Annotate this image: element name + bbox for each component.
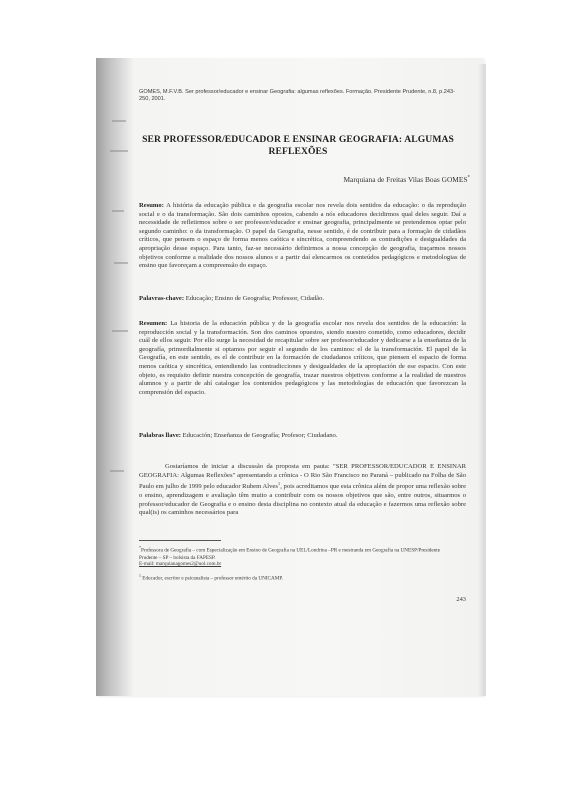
- palabras-llave-label: Palabras llave:: [139, 432, 181, 439]
- keywords-portuguese: [139, 295, 466, 304]
- keywords-spanish: [139, 432, 466, 441]
- resumen-label: Resumen:: [139, 320, 168, 327]
- footnote-text: Professora de Geografia – com Especialização em Ensino de Geografia na UEL/Londrina –PR e mestranda em Geografia na UNESP/Presidente Prudente – SP – bolsista da FAPESP.: [139, 547, 441, 561]
- citation-reference: GOMES, M.F.V.B. Ser professor/educador e ensinar Geografia: algumas reflexões. Formação. Presidente Prudente, n.8, p.243-250, 2001.: [139, 89, 455, 103]
- author-name: Marquiana de Freitas Vilas Boas GOMES: [343, 175, 468, 184]
- footnote-text: Educador, escritor e psicanalista – professor emérito da UNICAMP.: [142, 575, 283, 582]
- footnote-mark: 1: [139, 573, 141, 578]
- footnote-divider: [139, 540, 221, 541]
- resumen-text: La historia de la educación pública y de la geografía escolar nos revela dos sentidos de la educación: la reproducción social y la transformación. Son dos caminos opuestos, siendo nuestro cometido, como educadores, decidir cuál de ellos seguir. Por ello surge la necesidad de recapitular sobre ser profesor/educador y dedicarse a la enseñanza de la geografía, primordialmente si optamos por seguir el segundo de los caminos: el de la transformación. El papel de la Geografía, en este sentido, es el de contribuir en la formación de ciudadanos críticos, que piensen el espacio de forma menos caótica y sincrética, entendiendo las contradicciones y desigualdades de la apropiación de ese espacio. Con este objeto, es requisito definir nuestra concepción de geografía, trazar nuestros objetivos conforme a la realidad de nuestros alumnos y a partir de ahí catalogar los contenidos pedagógicos y las metodologías de educación que favorezcan la comprensión del espacio.: [139, 320, 466, 396]
- keywords-text: Educação; Ensino de Geografia; Professor, Cidadão.: [184, 295, 325, 302]
- margin-mark: [110, 470, 124, 472]
- abstract-spanish: [139, 320, 466, 397]
- margin-mark: [112, 120, 126, 122]
- page-binding-shadow: [96, 58, 134, 696]
- footnote-mark: *: [139, 545, 141, 550]
- body-text-part2: , pois acreditamos que esta crônica além de propor uma reflexão sobre o ensino, aprendizagem e avaliação têm muito a contribuir com os nossos objetivos que são, entre outros, situarmos o professor/educador de Geografia e o ensino desta disciplina no contexto atual da educação e fazermos uma reflexão sobre qual(is) os caminhos necessários para: [139, 483, 467, 517]
- keywords-label: Palavras-chave:: [139, 295, 185, 302]
- margin-mark: [112, 330, 128, 332]
- abstract-portuguese: [139, 202, 466, 271]
- abstract-label: Resumo:: [139, 202, 164, 209]
- margin-mark: [112, 210, 124, 212]
- author-line: [300, 175, 470, 184]
- footnote-ref-1: 1: [277, 481, 281, 487]
- footnote-email: E-mail: marquianagomes2@uol.com.br: [139, 561, 222, 568]
- author-footnote-mark: *: [467, 175, 470, 181]
- body-paragraph: [139, 463, 466, 518]
- body-text-part1: Gostaríamos de iniciar a discussão da proposta em pauta: "SER PROFESSOR/EDUCADOR E ENSINAR GEOGRAFIA: Algumas Reflexões" apresentando a crônica - O Rio São Francisco no Paraná – publicado na Folha de São Paulo em julho de 1999 pelo educador Rubem Alves: [139, 463, 466, 491]
- footnote-1: [139, 573, 459, 583]
- page-number: 243: [456, 596, 466, 603]
- abstract-text: A história da educação pública e da geografia escolar nos revela dois sentidos da educação: o da reprodução social e o da transformação. São dois caminhos opostos, cabendo a nós educadores decidirmos qual deles seguir. Daí a necessidade de refletirmos sobre o ser professor/educador e ensinar geografia, principalmente se pretendemos optar pelo segundo caminho: o da transformação. O papel da Geografia, nesse sentido, é de contribuir para a formação de cidadãos críticos, que pensem o espaço de forma menos caótica e sincrética, compreendendo as contradições e desigualdades da apropriação desse espaço. Para tanto, faz-se necessário definirmos a nossa concepção de geografia, traçarmos nossos objetivos conforme a realidade dos nossos alunos e a partir daí elencarmos os conteúdos pedagógicos e metodologias de ensino que favoreçam a compreensão do espaço.: [139, 202, 466, 270]
- page-right-shadow: [478, 64, 486, 696]
- margin-mark: [114, 262, 128, 264]
- palabras-llave-text: Educación; Enseñanza de Geografía; Profesor; Ciudadano.: [180, 432, 338, 439]
- footnote-author: [139, 545, 459, 568]
- article-title: SER PROFESSOR/EDUCADOR E ENSINAR GEOGRAFIA: ALGUMAS REFLEXÕES: [142, 134, 454, 157]
- margin-mark: [110, 150, 128, 152]
